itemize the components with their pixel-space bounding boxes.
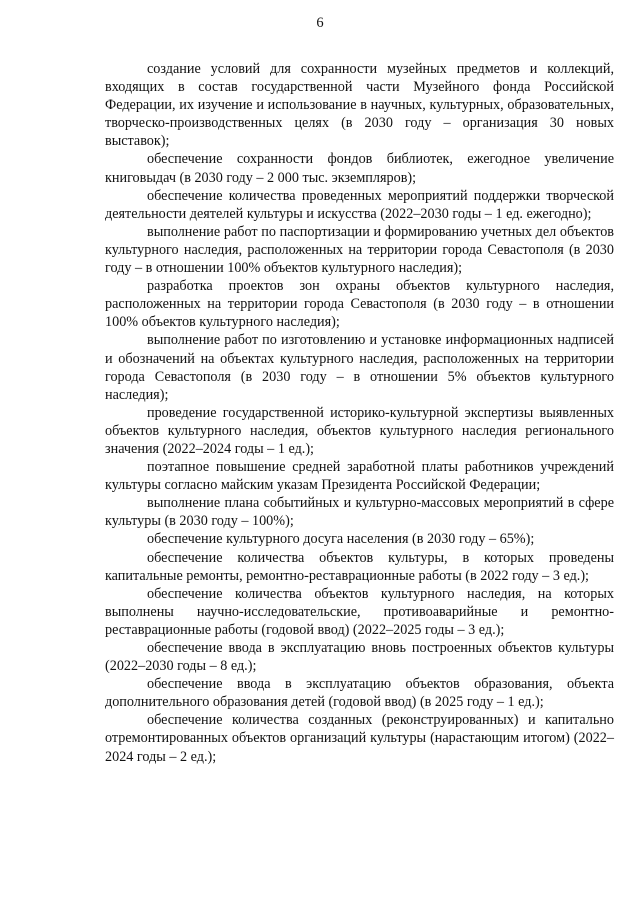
paragraph-library-funds: обеспечение сохранности фондов библиотек, ежегодное увеличение книговыдач (в 2030 году – 2 000 тыс. экземпляров);: [105, 151, 614, 186]
paragraph-cultural-leisure: обеспечение культурного досуга населения (в 2030 году – 65%);: [147, 531, 535, 548]
paragraph-reconstructed-objects: обеспечение количества созданных (реконструированных) и капитально отремонтированных объектов организаций культуры (нарастающим итогом) (2022–2024 годы – 2 ед.);: [105, 712, 614, 765]
paragraph-protection-zones: разработка проектов зон охраны объектов культурного наследия, расположенных на территории города Севастополя (в 2030 году – в отношении 100% объектов культурного наследия);: [105, 278, 614, 331]
paragraph-creative-support: обеспечение количества проведенных мероприятий поддержки творческой деятельности деятелей культуры и искусства (2022–2030 годы – 1 ед. ежегодно);: [105, 187, 614, 222]
paragraph-salary-increase: поэтапное повышение средней заработной платы работников учреждений культуры согласно майским указам Президента Российской Федерации;: [105, 459, 614, 494]
paragraph-new-culture-objects: обеспечение ввода в эксплуатацию вновь построенных объектов культуры (2022–2030 годы – 8 ед.);: [105, 640, 614, 675]
paragraph-museum-collections: создание условий для сохранности музейных предметов и коллекций, входящих в состав государственной части Музейного фонда Российской Федерации, их изучение и использование в научных, культурных, образовательных, творческо-производственных целях (в 2030 году – организация 30 новых выставок);: [105, 61, 614, 150]
document-body: [105, 60, 614, 766]
page-number: 6: [316, 15, 324, 31]
paragraph-heritage-restoration: обеспечение количества объектов культурного наследия, на которых выполнены научно-исследовательские, противоаварийные и ремонтно-реставрационные работы (годовой ввод) (2022–2025 годы – 3 ед.);: [105, 585, 614, 638]
paragraph-events-plan: выполнение плана событийных и культурно-массовых мероприятий в сфере культуры (в 2030 году – 100%);: [105, 495, 614, 530]
paragraph-heritage-passports: выполнение работ по паспортизации и формированию учетных дел объектов культурного наследия, расположенных на территории города Севастополя (в 2030 году – в отношении 100% объектов культурного наследия);: [105, 223, 614, 277]
paragraph-capital-repairs: обеспечение количества объектов культуры, в которых проведены капитальные ремонты, ремонтно-реставрационные работы (в 2022 году – 3 ед.);: [105, 549, 614, 584]
paragraph-education-objects: обеспечение ввода в эксплуатацию объектов образования, объекта дополнительного образования детей (годовой ввод) (в 2025 году – 1 ед.);: [105, 676, 614, 711]
paragraph-state-expertise: проведение государственной историко-культурной экспертизы выявленных объектов культурного наследия, объектов культурного наследия регионального значения (2022–2024 годы – 1 ед.);: [105, 404, 614, 457]
paragraph-information-signs: выполнение работ по изготовлению и установке информационных надписей и обозначений на объектах культурного наследия, расположенных на территории города Севастополя (в 2030 году – в отношении 5% объектов культурного наследия);: [105, 332, 614, 403]
